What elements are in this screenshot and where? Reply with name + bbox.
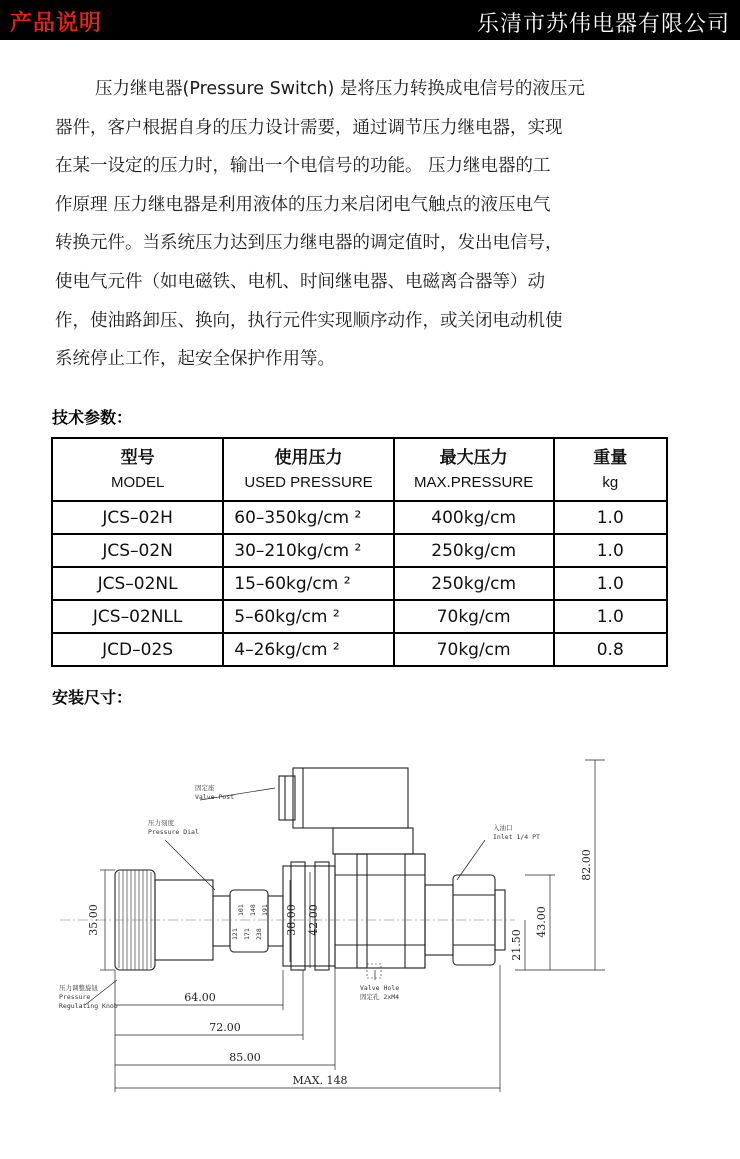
- dim-21-50: 21.50: [510, 929, 523, 961]
- dial-tick: 171: [243, 928, 251, 940]
- header-bar: [0, 0, 740, 40]
- cell-used: 30–210kg/cm ²: [223, 534, 394, 567]
- header-model: [52, 438, 223, 501]
- label-knob-cn: 压力调整旋钮: [59, 984, 98, 992]
- intro-line: 作原理 压力继电器是利用液体的压力来启闭电气触点的液压电气: [55, 194, 551, 215]
- dial-tick: 148: [249, 904, 257, 916]
- header-cn: 最大压力: [439, 447, 508, 468]
- dial-tick: 121: [231, 928, 239, 940]
- header-en: USED PRESSURE: [244, 473, 373, 491]
- spec-heading: 技术参数：: [52, 408, 133, 427]
- dim-38: 38.00: [285, 904, 298, 936]
- cell-weight: 1.0: [554, 567, 667, 600]
- label-inlet-en: Inlet 1/4 PT: [493, 833, 540, 841]
- dim-85: 85.00: [229, 1051, 261, 1064]
- cell-model: JCS–02N: [52, 534, 223, 567]
- header-cn: 使用压力: [274, 447, 343, 468]
- cell-max: 250kg/cm: [394, 567, 554, 600]
- header-max-pressure: [394, 438, 554, 501]
- header-en: MODEL: [110, 473, 165, 491]
- label-hole-cn: 固定孔 2xM4: [360, 993, 400, 1001]
- table-row: [52, 633, 667, 666]
- table-row: [52, 501, 667, 534]
- header-title: 产品说明: [10, 11, 103, 36]
- spec-table: [51, 437, 668, 667]
- dimension-lines: [85, 760, 605, 1092]
- header-used-pressure: [223, 438, 394, 501]
- intro-line: 作，使油路卸压、换向，执行元件实现顺序动作，或关闭电动机使: [55, 310, 563, 331]
- cell-max: 250kg/cm: [394, 534, 554, 567]
- cell-max: 400kg/cm: [394, 501, 554, 534]
- intro-line: 转换元件。当系统压力达到压力继电器的调定值时，发出电信号，: [55, 233, 563, 254]
- cell-model: JCS–02H: [52, 501, 223, 534]
- cell-used: 60–350kg/cm ²: [223, 501, 394, 534]
- cell-weight: 1.0: [554, 534, 667, 567]
- cell-weight: 1.0: [554, 501, 667, 534]
- table-header-row: [52, 438, 667, 501]
- main-block: [335, 854, 425, 968]
- label-knob-en1: Pressure: [59, 993, 91, 1001]
- cell-model: JCS–02NLL: [52, 600, 223, 633]
- label-inlet-cn: 入油口: [493, 824, 513, 832]
- table-row: [52, 534, 667, 567]
- dial-tick: 101: [237, 904, 245, 916]
- intro-line: 使电气元件（如电磁铁、电机、时间继电器、电磁离合器等）动: [55, 271, 545, 292]
- install-heading: 安装尺寸：: [52, 688, 133, 707]
- cell-max: 70kg/cm: [394, 633, 554, 666]
- connector-outline: [293, 768, 408, 828]
- label-valve-post-en: Valve Post: [195, 793, 235, 801]
- dim-64: 64.00: [184, 991, 216, 1004]
- dial-tick: 238: [255, 928, 263, 940]
- label-dial-en: Pressure Dial: [148, 828, 199, 836]
- label-dial-cn: 压力刻度: [148, 819, 174, 827]
- cell-weight: 0.8: [554, 633, 667, 666]
- intro-paragraph: [55, 70, 685, 379]
- cell-max: 70kg/cm: [394, 600, 554, 633]
- label-hole-en: Valve Hole: [360, 984, 400, 992]
- intro-line: 器件，客户根据自身的压力设计需要，通过调节压力继电器，实现: [55, 117, 563, 138]
- dim-max: MAX. 148: [292, 1074, 348, 1087]
- dim-72: 72.00: [209, 1021, 241, 1034]
- table-row: [52, 600, 667, 633]
- cell-used: 5–60kg/cm ²: [223, 600, 394, 633]
- cell-used: 4–26kg/cm ²: [223, 633, 394, 666]
- install-drawing: [45, 740, 705, 1110]
- header-cn: 重量: [593, 447, 628, 468]
- cell-model: JCD–02S: [52, 633, 223, 666]
- label-valve-post-cn: 固定座: [195, 784, 215, 792]
- header-cn: 型号: [120, 447, 155, 468]
- cell-used: 15–60kg/cm ²: [223, 567, 394, 600]
- company-name: 乐清市苏伟电器有限公司: [476, 12, 730, 37]
- cell-model: JCS–02NL: [52, 567, 223, 600]
- header-weight: [554, 438, 667, 501]
- dim-82: 82.00: [580, 849, 593, 881]
- dim-35: 35.00: [87, 904, 100, 936]
- intro-line: 在某一设定的压力时，输出一个电信号的功能。 压力继电器的工: [55, 156, 551, 177]
- dim-43: 43.00: [535, 906, 548, 938]
- header-en: kg: [602, 473, 619, 491]
- cell-weight: 1.0: [554, 600, 667, 633]
- header-en: MAX.PRESSURE: [414, 473, 534, 491]
- label-knob-en2: Regulating Knob: [59, 1002, 118, 1010]
- intro-line: 压力继电器(Pressure Switch) 是将压力转换成电信号的液压元: [95, 79, 585, 99]
- dim-42: 42.00: [307, 904, 320, 936]
- dial-tick: 191: [261, 904, 269, 916]
- table-row: [52, 567, 667, 600]
- intro-line: 系统停止工作，起安全保护作用等。: [55, 349, 335, 370]
